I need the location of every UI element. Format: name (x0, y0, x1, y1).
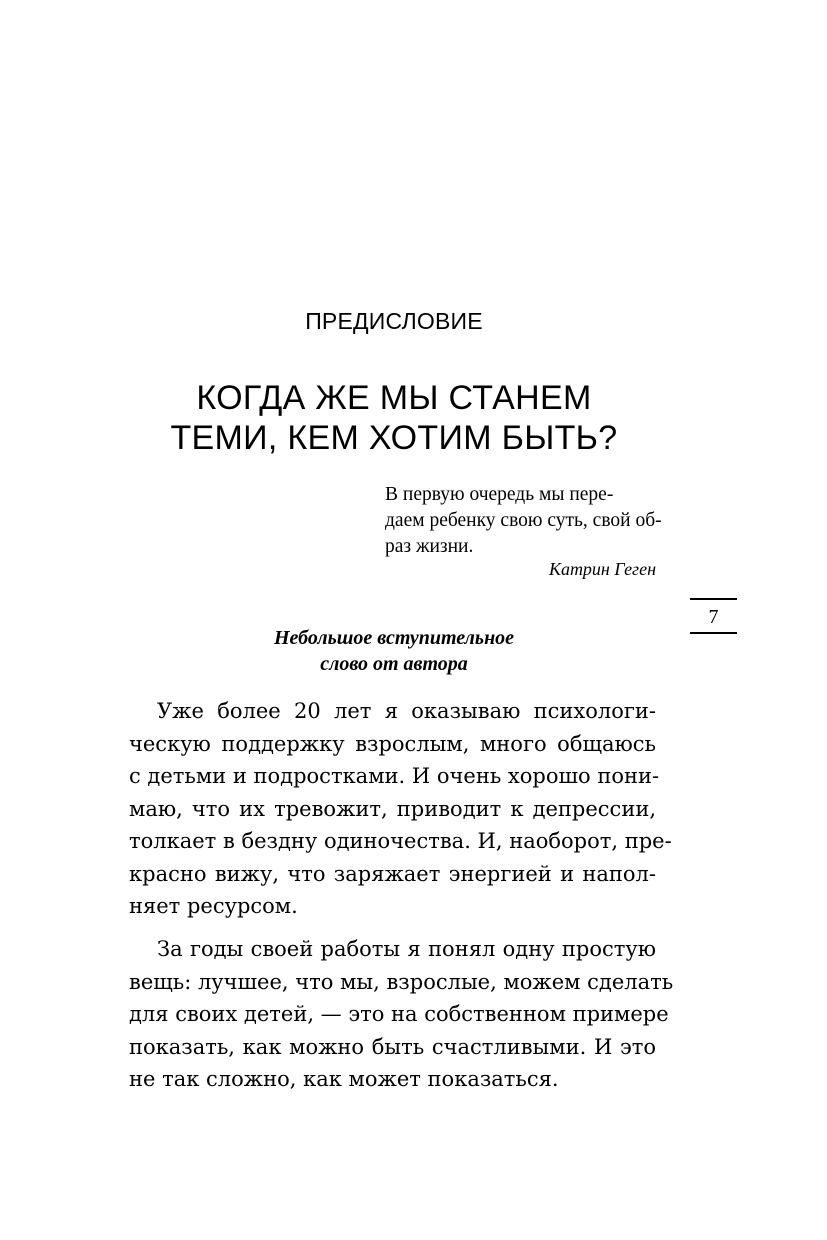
paragraph-line: с детьми и подростками. И очень хорошо пони- (129, 764, 660, 788)
paragraph-line: для своих детей, — это на собственном примере (129, 1002, 669, 1026)
paragraph-line: ческую поддержку взрослым, много общаюсь (129, 731, 656, 756)
subtitle-line: слово от автора (320, 653, 468, 675)
section-label: ПРЕДИСЛОВИЕ (305, 308, 483, 334)
chapter-title-line: ТЕМИ, КЕМ ХОТИМ БЫТЬ? (170, 419, 618, 457)
paragraph-line: няет ресурсом. (129, 894, 298, 918)
epigraph-line: даем ребенку свою суть, свой об- (385, 510, 662, 531)
chapter-title (0, 378, 788, 458)
epigraph-line: раз жизни. (385, 536, 474, 557)
paragraph-line: Уже более 20 лет я оказываю психологи- (157, 699, 656, 723)
paragraph-line: вещь: лучшее, что мы, взрослые, можем сделать (129, 969, 674, 994)
page-number: 7 (690, 598, 737, 634)
epigraph-line: В первую очередь мы пере- (385, 484, 614, 505)
subtitle (0, 625, 788, 677)
paragraph-line: толкает в бездну одиночества. И, наоборот, пре- (129, 829, 672, 853)
chapter-title-line: КОГДА ЖЕ МЫ СТАНЕМ (196, 379, 592, 417)
paragraph (129, 933, 674, 1096)
subtitle-line: Небольшое вступительное (273, 627, 515, 649)
paragraph-line: красно вижу, что заряжает энергией и напол- (129, 861, 656, 886)
epigraph-author: Катрин Геген (548, 559, 656, 579)
paragraph-line: показать, как можно быть счастливыми. И это (129, 1034, 656, 1059)
paragraph-line: За годы своей работы я понял одну простую (157, 937, 656, 961)
epigraph (385, 482, 685, 560)
paragraph-line: маю, что их тревожит, приводит к депрессии, (129, 796, 656, 821)
paragraph-line: не так сложно, как может показаться. (129, 1067, 559, 1091)
paragraph (129, 695, 672, 923)
